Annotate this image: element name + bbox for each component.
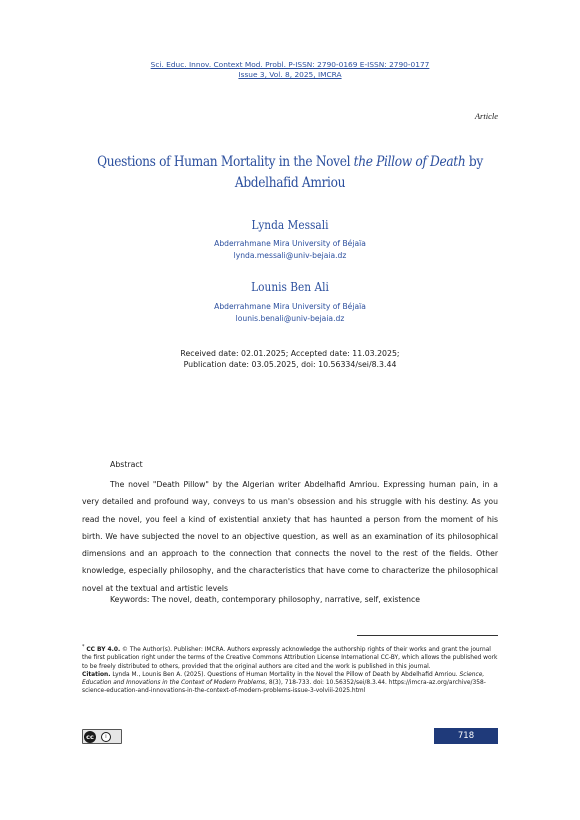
dates-line2: Publication date: 03.05.2025, doi: 10.56334/sei/8.3.44 — [183, 360, 397, 369]
abstract-text: The novel "Death Pillow" by the Algerian writer Abdelhafid Amriou. Expressing human pain, in a very detailed and profound way, conveys to us man's obsession and his struggle with his destiny. As you read the novel, you feel a kind of existential anxiety that has haunted a person from the moment of his birth. We have subjected the novel to an objective question, as well as an examination of its philosophical dimensions and an approach to the connection that connects the novel to the rest of the fields. Other knowledge, especially philosophy, and the characteristics that have come to characterize the philosophical novel at the textual and artistic levels — [82, 480, 498, 593]
license-text: © The Author(s). Publisher: IMCRA. Authors expressly acknowledge the authorship rights of their works and grant the journal the first publication right under the terms of the Creative Commons Attribution License International CC-BY, which allows the published work to be freely distributed to others, provided that the original authors are cited and the work is published in this journal. — [82, 646, 498, 670]
license-label: CC BY 4.0. — [86, 646, 121, 653]
title-part2: by — [465, 154, 483, 170]
author-2-details — [0, 301, 580, 324]
page-footer — [82, 728, 498, 744]
journal-header-line1[interactable]: Sci. Educ. Innov. Context Mod. Probl. P-ISSN: 2790-0169 E-ISSN: 2790-0177 — [150, 60, 430, 69]
page-number: 718 — [434, 728, 498, 744]
title-italic: the Pillow of Death — [353, 154, 466, 170]
citation-text-1: Lynda M., Lounis Ben A. (2025). Questions of Human Mortality in the Novel the Pillow of Death by Abdelhafid Amriou. — [110, 671, 460, 678]
title-part1: Questions of Human Mortality in the Novel — [97, 154, 354, 170]
author-1-email[interactable]: lynda.messali@univ-bejaia.dz — [233, 250, 347, 260]
cc-by-license-badge[interactable] — [82, 729, 122, 744]
title-line2: Abdelhafid Amriou — [234, 175, 346, 191]
author-1-details — [0, 238, 580, 261]
author-name-1: Lynda Messali — [251, 218, 329, 232]
dates-line1: Received date: 02.01.2025; Accepted date: 11.03.2025; — [180, 349, 400, 358]
journal-header-line2[interactable]: Issue 3, Vol. 8, 2025, IMCRA — [238, 70, 342, 79]
citation-text-2[interactable]: , 8(3), 718-733. doi: 10.56352/sei/8.3.44. https://imcra-az.org/archive/358-science-education-and-innovations-in-the-context-of-modern-problems-issue-3-volviii-2025.html — [82, 680, 486, 695]
footnote — [82, 643, 498, 696]
author-1-affiliation: Abderrahmane Mira University of Béjaïa — [214, 239, 366, 248]
journal-header — [0, 60, 580, 80]
citation-label: Citation. — [82, 671, 111, 678]
article-type-label: Article — [474, 111, 498, 121]
author-name-2: Lounis Ben Ali — [251, 280, 329, 294]
keywords: Keywords: The novel, death, contemporary philosophy, narrative, self, existence — [110, 595, 420, 604]
author-2-affiliation: Abderrahmane Mira University of Béjaïa — [214, 302, 366, 311]
paper-title — [92, 152, 488, 194]
license-note: * CC BY 4.0. © The Author(s). Publisher: IMCRA. Authors expressly acknowledge the authorship rights of their works and grant the journal the first publication right under the terms of the Creative Commons Attribution License International CC-BY, which allows the published work to be freely distributed to others, provided that the original authors are cited and the work is published in this journal. — [82, 644, 498, 670]
abstract-heading: Abstract — [110, 460, 143, 469]
cc-icon: cc — [84, 731, 96, 743]
attribution-icon: i — [101, 732, 111, 742]
footnote-divider — [357, 635, 498, 636]
citation-journal: Science, Education and Innovations in the Context of Modern Problems — [82, 671, 485, 687]
author-2-email[interactable]: lounis.benali@univ-bejaia.dz — [235, 313, 345, 323]
publication-dates — [0, 348, 580, 370]
citation-note — [82, 671, 498, 696]
